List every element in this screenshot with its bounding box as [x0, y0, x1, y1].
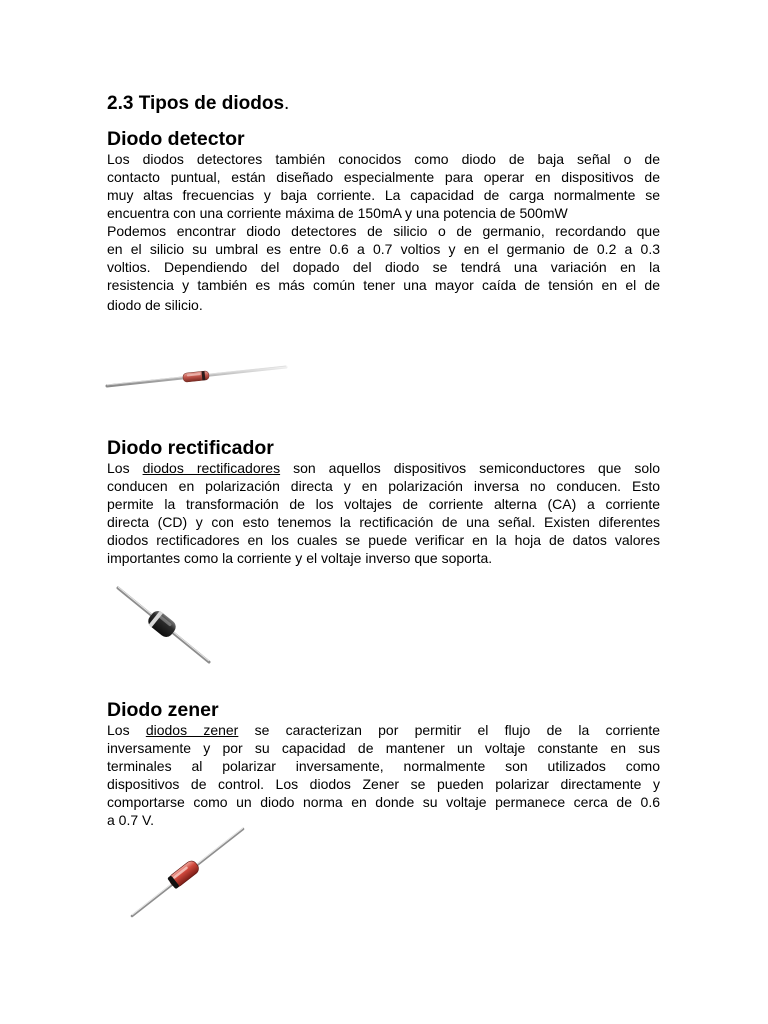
detector-heading: Diodo detector: [107, 128, 245, 150]
detector-diode-image: [104, 360, 290, 392]
zener-line-1: [107, 722, 660, 740]
zener-line: comportarse como un diodo norma en donde su voltaje permanece cerca de 0.6: [107, 794, 660, 810]
rectificador-line-1-suffix: son aquellos dispositivos semiconductores que solo: [280, 460, 661, 476]
detector-line: resistencia y también es más común tener una mayor caída de tensión en el de: [107, 277, 660, 293]
zener-diode-image: [126, 824, 250, 922]
detector-line: Los diodos detectores también conocidos como diodo de baja señal o de: [107, 151, 660, 167]
section-title-dot: .: [284, 93, 290, 114]
section-title-text: 2.3 Tipos de diodos: [107, 93, 285, 114]
rectificador-line: importantes como la corriente y el voltaje inverso que soporta.: [107, 550, 493, 566]
section-title: [107, 93, 289, 115]
zener-paragraph: [107, 722, 660, 830]
detector-line: Podemos encontrar diodo detectores de silicio o de germanio, recordando que: [107, 223, 660, 239]
rectifier-diode-image: [112, 582, 216, 668]
diodos-zener-link[interactable]: diodos zener: [145, 722, 239, 738]
zener-line: terminales al polarizar inversamente, normalmente son utilizados como: [107, 758, 660, 774]
detector-line: contacto puntual, están diseñado especialmente para operar en dispositivos de: [107, 169, 660, 185]
rectificador-line-1-prefix: Los: [107, 460, 143, 476]
rectificador-paragraph: [107, 460, 660, 568]
rectificador-line: directa (CD) y con esto tenemos la rectificación de una señal. Existen diferentes: [107, 514, 660, 530]
rectificador-line: diodos rectificadores en los cuales se puede verificar en la hoja de datos valores: [107, 532, 660, 548]
detector-line: diodo de silicio.: [107, 297, 203, 313]
detector-paragraph: [107, 151, 660, 317]
zener-line-1-prefix: Los: [107, 722, 146, 738]
zener-line: a 0.7 V.: [107, 812, 154, 828]
rectificador-line: conducen en polarización directa y en polarización inversa no conducen. Esto: [107, 478, 660, 494]
zener-line: dispositivos de control. Los diodos Zener se pueden polarizar directamente y: [107, 776, 660, 792]
diodos-rectificadores-link[interactable]: diodos rectificadores: [142, 460, 281, 476]
rectificador-line-1: [107, 460, 660, 478]
rectificador-line: permite la transformación de los voltajes de corriente alterna (CA) a corriente: [107, 496, 660, 512]
zener-line: inversamente y por su capacidad de mantener un voltaje constante en sus: [107, 740, 660, 756]
detector-line: voltios. Dependiendo del dopado del diodo se tendrá una variación en la: [107, 259, 660, 275]
zener-line-1-suffix: se caracterizan por permitir el flujo de la corriente: [238, 722, 661, 738]
zener-heading: Diodo zener: [107, 699, 219, 721]
detector-line: encuentra con una corriente máxima de 150mA y una potencia de 500mW: [107, 205, 568, 221]
detector-line: muy altas frecuencias y baja corriente. La capacidad de carga normalmente se: [107, 187, 660, 203]
detector-line: en el silicio su umbral es entre 0.6 a 0.7 voltios y en el germanio de 0.2 a 0.3: [107, 241, 660, 257]
rectificador-heading: Diodo rectificador: [107, 437, 274, 459]
